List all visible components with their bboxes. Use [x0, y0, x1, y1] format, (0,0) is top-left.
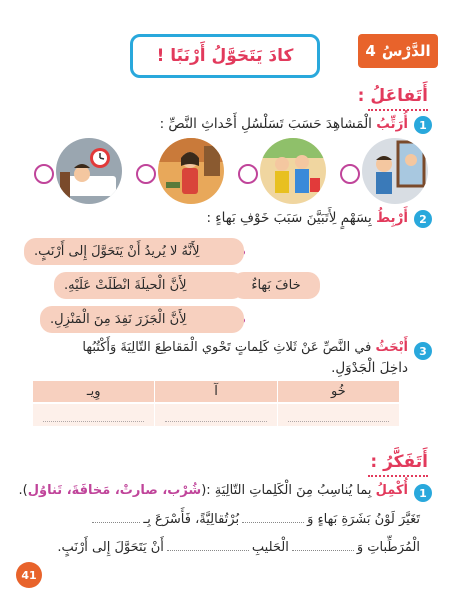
- answer-2-text: لِأَنَّ الْحيلَةَ انْطَلَتْ عَلَيْهِ.: [64, 278, 187, 293]
- scene-image-boy-bed-clock: [56, 138, 122, 204]
- question-4-text: بِما يُناسِبُ مِنَ الْكَلِماتِ التّالِيَةِ :(: [201, 483, 376, 498]
- syllable-header-3: وِيـ: [33, 381, 155, 403]
- page-number: 41: [16, 562, 42, 588]
- cause-text: خافَ بَهاءٌ: [251, 278, 301, 293]
- order-circle-2[interactable]: [238, 164, 258, 184]
- question-1-text: الْمَشاهِدَ حَسَبَ تَسَلْسُلِ أَحْداثِ النَّصِّ :: [159, 116, 377, 132]
- fill-line-2-c: أَنْ يَتَحَوَّلَ إِلى أَرْنَبٍ.: [57, 540, 164, 555]
- question-3-text: في النَّصِّ عَنْ ثَلاثِ كَلِماتٍ تَحْوي الْمَقاطِعَ التّالِيَةَ وَأَكْتُبُها: [82, 340, 376, 355]
- answer-1-text: لِأَنَّهُ لا يُريدُ أَنْ يَتَحَوَّلَ إِلى أَرْنَبٍ.: [34, 244, 200, 259]
- syllable-header-1: خُو: [277, 381, 399, 403]
- fill-line-2: [57, 540, 420, 555]
- fill-line-1-a: تَغَيَّرَ لَوْنُ بَشَرَةِ بَهاءٍ وَ: [307, 512, 420, 527]
- question-4-text-end: ).: [18, 483, 28, 498]
- lesson-label: الدَّرْسُ: [381, 42, 431, 60]
- answer-pill-1: [24, 238, 244, 265]
- question-3-instruction: [82, 340, 408, 355]
- blank-1[interactable]: [242, 513, 304, 523]
- question-3-keyword: أَبْحَثُ: [375, 340, 408, 355]
- syllable-answer-2[interactable]: [155, 403, 277, 427]
- question-3-instruction-line2: داخِلَ الْجَدْوَلِ.: [331, 360, 408, 376]
- fill-line-1: [89, 512, 420, 527]
- lesson-number: 4: [365, 42, 376, 60]
- scene-mirror-icon: [362, 138, 428, 204]
- question-2-text: بِسَهْمٍ لِأَتَبَيَّنَ سَبَبَ خَوْفِ بَهاءٍ :: [206, 210, 377, 226]
- syllable-table-header: [33, 381, 400, 403]
- fill-line-2-b: الْحَليبِ: [251, 540, 289, 555]
- question-4-keyword: أُكْمِلُ: [375, 483, 408, 498]
- question-2-badge: 2: [414, 210, 432, 228]
- scene-image-mother-kitchen: [158, 138, 224, 204]
- fill-line-2-a: الْمُرَطِّباتِ وَ: [356, 540, 420, 555]
- section-heading-interact: أَتَفاعَلُ :: [357, 86, 428, 106]
- answer-pill-2: [54, 272, 244, 299]
- question-1-keyword: أُرَتِّبُ: [376, 116, 408, 132]
- lesson-title: [130, 34, 320, 78]
- answer-3-text: لِأَنَّ الْجَزَرَ نَفِدَ مِنَ الْمَنْزِلِ.: [50, 312, 187, 327]
- order-circle-1[interactable]: [340, 164, 360, 184]
- question-1-badge: 1: [414, 116, 432, 134]
- question-2-instruction: [206, 210, 408, 226]
- syllable-header-2: آ: [155, 381, 277, 403]
- scene-kitchen-icon: [158, 138, 224, 204]
- question-4-words: شُرْب، صارتْ، مَخافَةَ، تَناوُل: [27, 483, 202, 498]
- question-2-keyword: أَرْبِطُ: [376, 210, 408, 226]
- lesson-title-text: كادَ يَتَحَوَّلُ أَرْنَبًا !: [156, 46, 294, 66]
- order-circle-4[interactable]: [34, 164, 54, 184]
- syllable-table: [32, 380, 400, 427]
- blank-3[interactable]: [292, 541, 354, 551]
- blank-4[interactable]: [167, 541, 249, 551]
- scene-hallway-icon: [260, 138, 326, 204]
- answer-pill-3: [40, 306, 244, 333]
- scene-image-boy-mirror: [362, 138, 428, 204]
- syllable-answer-3[interactable]: [33, 403, 155, 427]
- question-4-badge: 1: [414, 484, 432, 502]
- scene-image-children-hallway: [260, 138, 326, 204]
- question-4-instruction: [19, 483, 408, 498]
- order-circle-3[interactable]: [136, 164, 156, 184]
- scene-bed-clock-icon: [56, 138, 122, 204]
- cause-pill: [232, 272, 320, 299]
- scene-pictures: [26, 138, 418, 210]
- section-heading-think: أَتَفَكَّرُ :: [370, 452, 428, 472]
- syllable-answer-1[interactable]: [277, 403, 399, 427]
- blank-2[interactable]: [92, 513, 140, 523]
- question-3-badge: 3: [414, 342, 432, 360]
- syllable-answer-row: [33, 403, 400, 427]
- question-1-instruction: [160, 116, 408, 132]
- lesson-tab: [358, 34, 438, 68]
- fill-line-1-b: بُرْتُقالِيَّةً، فَأَسْرَعَ بِـ: [143, 512, 240, 527]
